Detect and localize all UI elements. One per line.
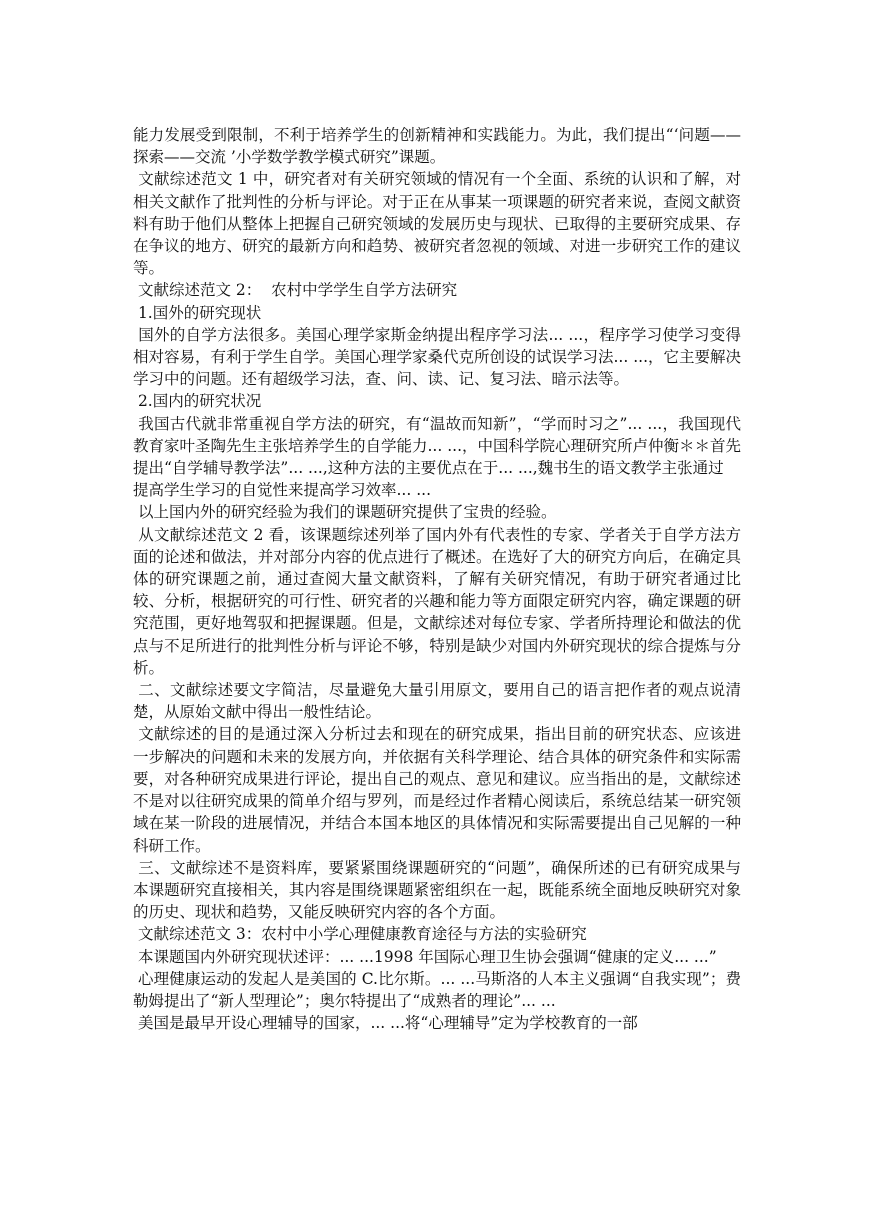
document-page bbox=[133, 124, 741, 1034]
paragraph-point-two: 二、文献综述要文字简洁，尽量避免大量引用原文，要用自己的语言把作者的观点说清楚，从原始文献中得出一般性结论。 bbox=[133, 681, 741, 722]
paragraph-domestic-research: 我国古代就非常重视自学方法的研究，有“温故而知新”，“学而时习之”... ...，我国现代教育家叶圣陶先生主张培养学生的自学能力... ...，中国科学院心理研究所卢仲衡＊＊首先提出“自学辅导教学法”... ...,这种方法的主要优点在于... ...,魏书生的语文教学主张通过 bbox=[133, 414, 741, 478]
paragraph-domestic-research-continued: 提高学生学习的自觉性来提高学习效率... ... bbox=[133, 481, 431, 500]
paragraph-point-three: 三、文献综述不是资料库，要紧紧围绕课题研究的“问题”，确保所述的已有研究成果与本课题研究直接相关，其内容是围绕课题紧密组织在一起，既能系统全面地反映研究对象的历史、现状和趋势，又能反映研究内容的各个方面。 bbox=[133, 858, 741, 922]
paragraph-intro-continuation: 能力发展受到限制，不利于培养学生的创新精神和实践能力。为此，我们提出“‘问题——探索——交流 ’小学数学教学模式研究”课题。 bbox=[133, 126, 741, 167]
heading-review-example-2: 文献综述范文 2： 农村中学学生自学方法研究 bbox=[133, 281, 458, 300]
heading-foreign-research: 1.国外的研究现状 bbox=[133, 303, 262, 322]
paragraph-review-example-2-comment: 从文献综述范文 2 看，该课题综述列举了国内外有代表性的专家、学者关于自学方法方面的论述和做法，并对部分内容的优点进行了概述。在选好了大的研究方向后，在确定具体的研究课题之前，通过查阅大量文献资料，了解有关研究情况，有助于研究者通过比较、分析，根据研究的可行性、研究者的兴趣和能力等方面限定研究内容，确定课题的研究范围，更好地驾驭和把握课题。但是，文献综述对每位专家、学者所持理论和做法的优点与不足所进行的批判性分析与评论不够，特别是缺少对国内外研究现状的综合提炼与分析。 bbox=[133, 525, 741, 677]
heading-review-example-3: 文献综述范文 3：农村中小学心理健康教育途径与方法的实验研究 bbox=[133, 925, 587, 944]
heading-domestic-research: 2.国内的研究状况 bbox=[133, 392, 262, 411]
paragraph-foreign-research: 国外的自学方法很多。美国心理学家斯金纳提出程序学习法... ...，程序学习使学习变得相对容易，有利于学生自学。美国心理学家桑代克所创设的试误学习法... ...，它主要解决学习中的问题。还有超级学习法，查、问、读、记、复习法、暗示法等。 bbox=[133, 325, 741, 389]
paragraph-review-example-1-comment: 文献综述范文 1 中，研究者对有关研究领域的情况有一个全面、系统的认识和了解，对相关文献作了批判性的分析与评论。对于正在从事某一项课题的研究者来说，查阅文献资料有助于他们从整体上把握自己研究领域的发展历史与现状、已取得的主要研究成果、存在争议的地方、研究的最新方向和趋势、被研究者忽视的领域、对进一步研究工作的建议等。 bbox=[133, 170, 741, 278]
paragraph-research-status-review: 本课题国内外研究现状述评：... ...1998 年国际心理卫生协会强调“健康的定义... ...” bbox=[133, 947, 717, 966]
paragraph-usa-counseling: 美国是最早开设心理辅导的国家，... ...将“心理辅导”定为学校教育的一部 bbox=[133, 1014, 638, 1033]
paragraph-review-purpose: 文献综述的目的是通过深入分析过去和现在的研究成果，指出目前的研究状态、应该进一步解决的问题和未来的发展方向，并依据有关科学理论、结合具体的研究条件和实际需要，对各种研究成果进行评论，提出自己的观点、意见和建议。应当指出的是，文献综述不是对以往研究成果的简单介绍与罗列，而是经过作者精心阅读后，系统总结某一研究领域在某一阶段的进展情况，并结合本国本地区的具体情况和实际需要提出自己见解的一种科研工作。 bbox=[133, 725, 741, 855]
paragraph-mental-health-movement: 心理健康运动的发起人是美国的 C.比尔斯。... ...马斯洛的人本主义强调“自我实现”；费勒姆提出了“新人型理论”；奥尔特提出了“成熟者的理论”... ... bbox=[133, 969, 741, 1010]
paragraph-experience-summary: 以上国内外的研究经验为我们的课题研究提供了宝贵的经验。 bbox=[133, 503, 557, 522]
